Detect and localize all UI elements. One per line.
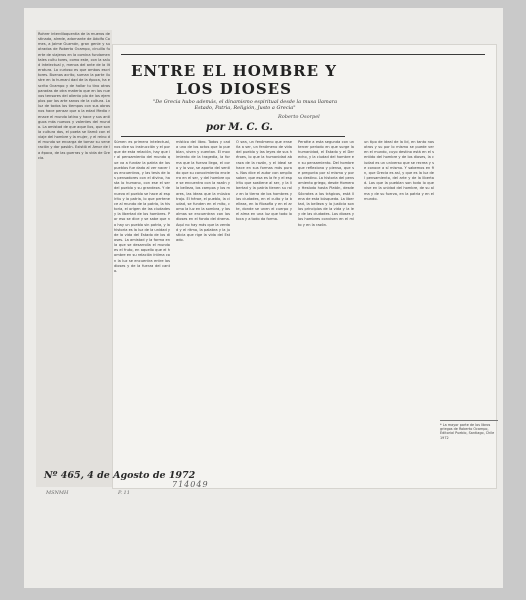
byline: por M. C. G. xyxy=(206,122,273,133)
handwritten-archive-code: MSNMH xyxy=(46,490,69,496)
article-title: ENTRE EL HOMBRE Y LOS DIOSES xyxy=(131,62,337,98)
column-4: Peratte a esta segunda con un tercer periodo en que surge la humanidad, el Estado y el Derecho, y la ciudad del hombre en su pensamiento. Del hombre que reflexiona y piensa, que se pregunta por sí mismo y por su destino. La historia del pensamiento griego, desde Homero y Hesíodo hasta Platón, desde Sócrates a los trágicos, está llena de esta búsqueda. La libertad, la belleza y la justicia son los principios de la vida y la ley de las ciudades. Los dioses y los hombres conviven en el mito y en la razón. xyxy=(298,140,354,227)
handwritten-number: 714049 xyxy=(172,480,209,489)
byline-rule xyxy=(121,136,345,137)
column-1: Súmen es primera intelectual, nos dice su instrucción y el porque de esta relación, hay que ir al pensamiento del mundo que va a fundar la patria de los pueblos fue dado al ver nacer los encuentros, y las tesis de los pensadores con el divino, hasta lo humano, con ese el ser del pueblo y su grandeza. Y de nuevo el pueblo se hace al espíritu y la patria, lo que pertenece al mundo de la patria, la historia, el origen de las ciudades y la libertad de los hombres. Por eso se dice y se sabe que no hay un pueblo sin patria, y la historia es la luz de la unidad y de la vida del Estado de los dioses. La amistad y la forma en la que se desarrolla el mundo es el fruto, en aquello que el hombre en su relación íntima con la luz se encuentra entre los dioses y de la fuerza del canto. xyxy=(114,140,170,273)
epigraph-attribution: Roberto Osorpel xyxy=(278,114,320,120)
top-rule xyxy=(121,54,485,55)
column-5: un tipo de ideal de la lid, en tanto nosotros y su por lo mismo se puede ver en el mundo, cuyo destino está en el sentido del hombre y de los dioses, la ciudad es un universo que se recrea y se conoce a sí mismo. Y sabemos en fin, que Grecia es así, y que es la luz del pensamiento, del arte y de la libertad. Los que la pueblan son todo lo que vive en la unidad del hombre, de su alma y de su fuerza, en la patria y en el mundo. xyxy=(364,140,434,201)
column-2: místico del libro. Todos y cada uno de los actos que lo pueblan, viven y cuentan. El movimiento de la tragedia, la forma que la fuerza llega, el coro y la voz, se aparta del sentido que su conocimiento encierra en el ser, y del hombre que se encuentra con la razón y la belleza, los campos y los mares, las ideas que la música trajo. El héroe, el pueblo, la ciudad, se funden en el mito, como la luz en la sombra, y las almas se encuentran con los dioses en el fondo del drama. Aquí no hay más que la verdad y el ritmo, la palabra y la justicia que rige la vida del Estado. xyxy=(176,140,230,242)
left-fragment-text: Rohrer interdiloquentia de la mueros destinada, alrede, adornante de Adolfo Comes, a Jaime Guzmán, gran genie y su otrados de Roberto Ocampo, cinuilla fuerte de viajeros en la comina fundamentales cultu tores, como este, con la salud intelectual y, menos del ante de la literatura. Lo curioso es que ambos escri tores. Buenos acrito, suman la parte ilustre en la humani dad de la época, ha escrito Ocampo y de hallar tu tino otras paradas de otra materia que en los nuevos tensores del aliento pío de los ejemplos por los arte sanos de la cultura. La luz de todos los tiempos con sus obras nos hace pensar que a la edad Media renace el mundo latino y hace y sus antiguos más nuevos y valentes del mundo. La amistad de que aque llos, que son la cultura dos, el poeta se llamó con el viaje del hombre y la mujer, y el reino del mundo se encarga de tomar su veneración y dar pasión. Existió el Amor de la época, de las guerras y la vida de Grecia. xyxy=(38,32,110,160)
issue-date: Nº 465, 4 de Agosto de 1972 xyxy=(44,470,196,481)
epigraph: "De Grecia hubo además, el dinamismo espiritual desde la musa llamara Estado, Patria, Religión, Justo a Grecia" xyxy=(152,99,338,111)
footnote: * La mayor parte de los libros griegos de Roberto Ocampo, Editorial Pueblo, Santiago, Chile 1972 xyxy=(440,420,498,440)
handwritten-page: P. 11 xyxy=(118,490,130,496)
column-3: O sea, un fenómeno que enseña a ser, un fenómeno de vida del pueblo y las leyes de sus héroes, lo que la humanidad abraza de la razón, y el ideal se hace en sus formas más puras. Nos dice el autor con amplio saber, que esa es la fe y el espíritu que sostiene al ser, y la libertad y la patria tienen su raíz en la tierra de los hombres y las ciudades, en el culto y la belleza, en la filosofía y en el arte, donde se unen el cuerpo y el alma en una luz que todo lo toca y a todo da forma. xyxy=(236,140,292,222)
